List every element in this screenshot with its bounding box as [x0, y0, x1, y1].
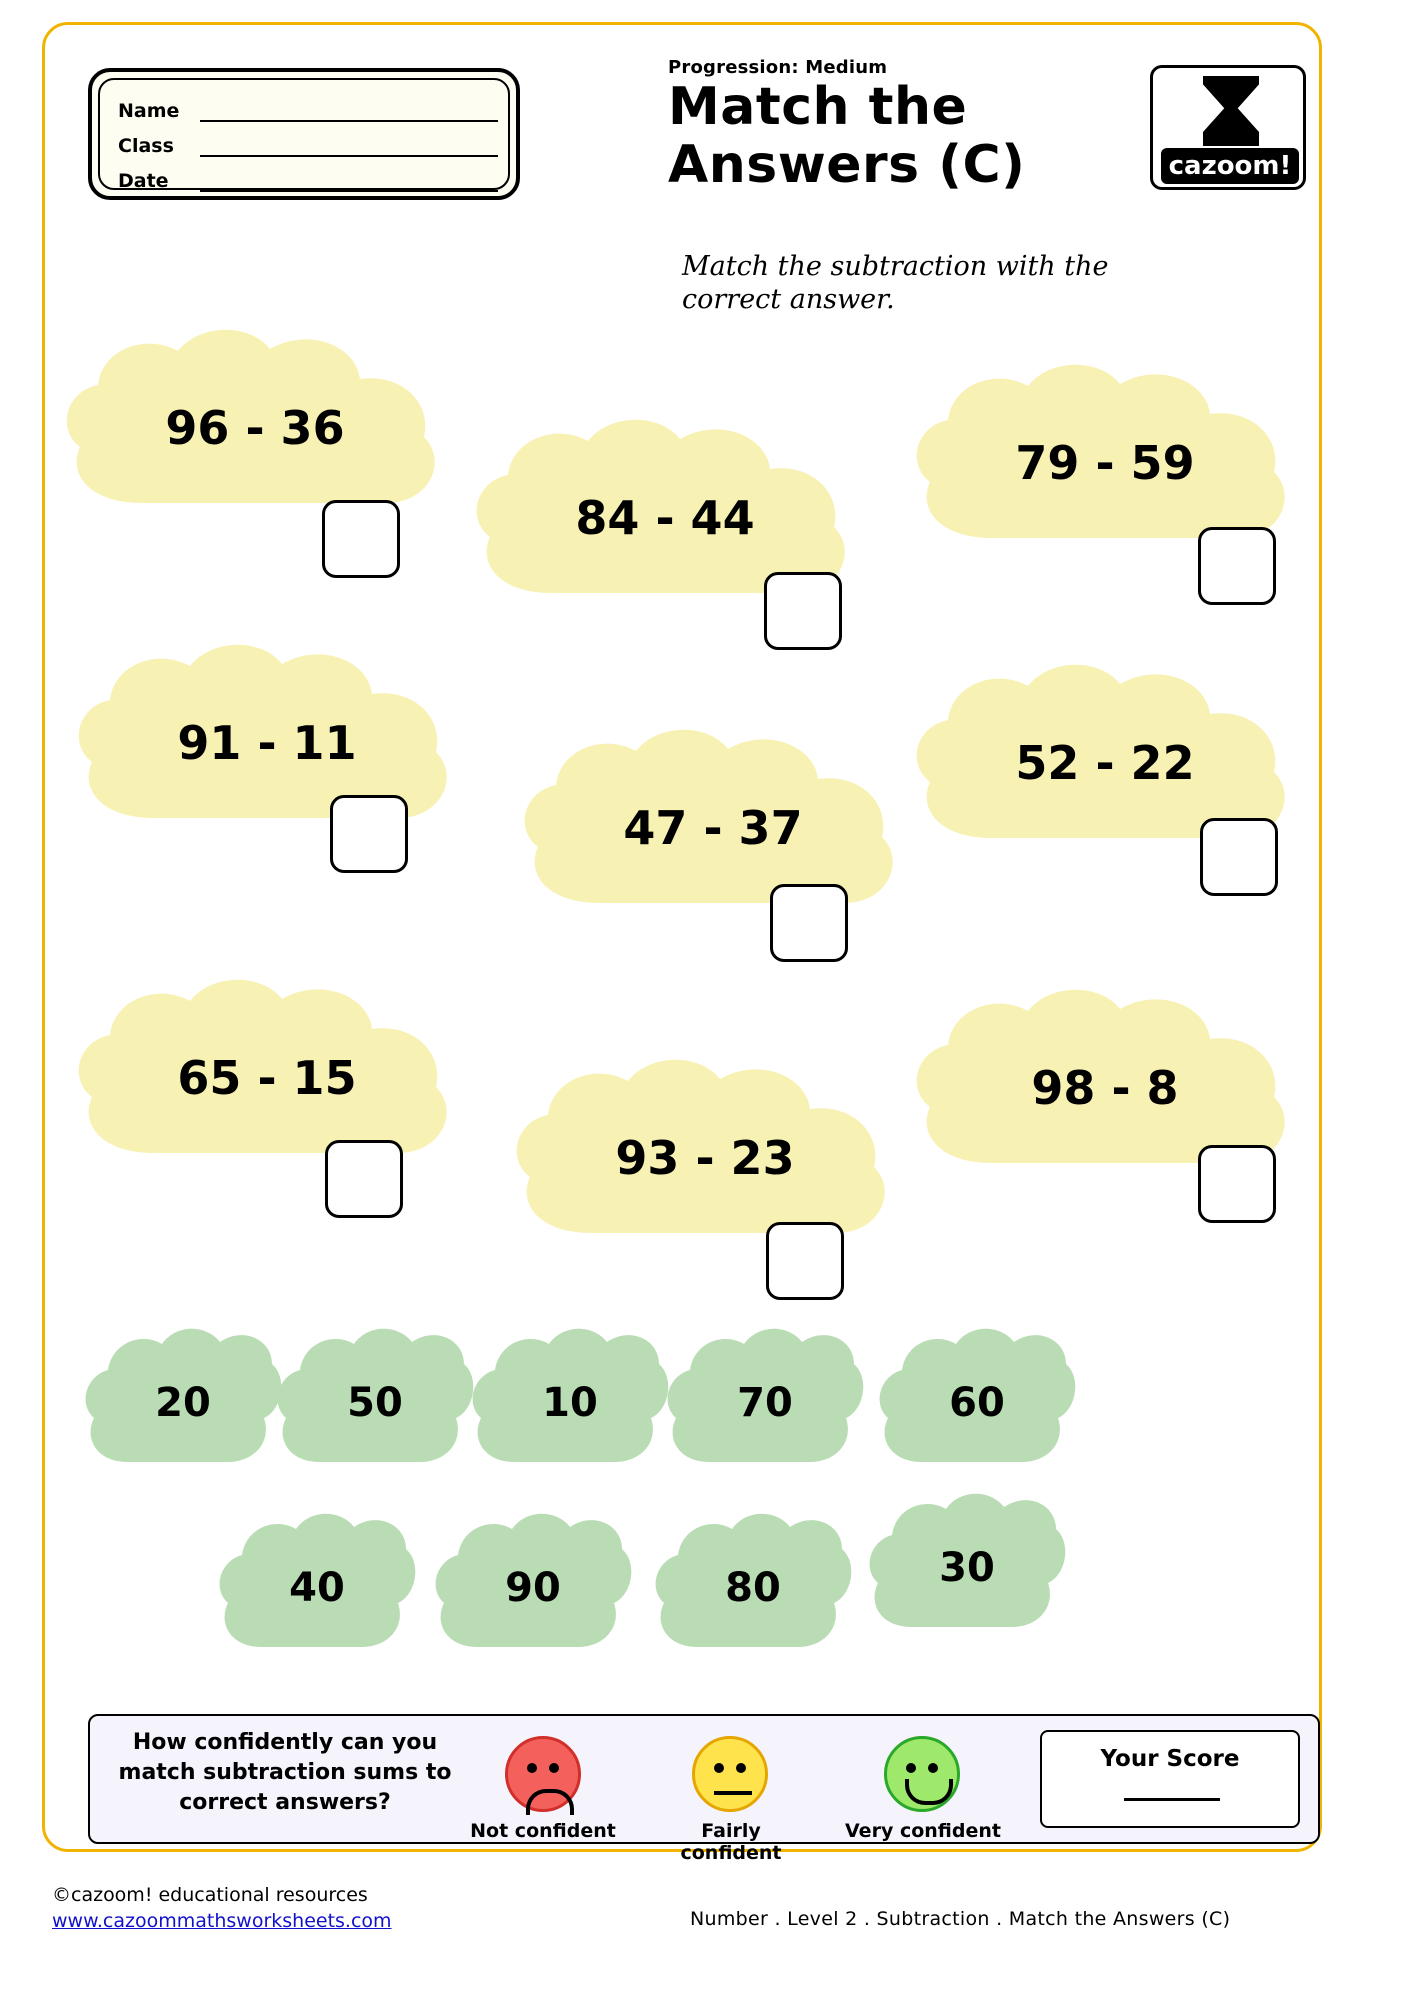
fairly-confident-label: Fairly confident — [680, 1820, 782, 1864]
eye-right — [928, 1763, 938, 1773]
name-row — [118, 98, 498, 128]
answer-value-2: 50 — [347, 1379, 403, 1426]
answer-box-7[interactable] — [325, 1140, 403, 1218]
answer-box-2[interactable] — [764, 572, 842, 650]
eye-left — [714, 1763, 724, 1773]
student-info-box — [88, 68, 520, 200]
answer-cloud-4 — [660, 1320, 870, 1485]
eye-right — [549, 1763, 559, 1773]
website-link[interactable]: www.cazoommathsworksheets.com — [52, 1910, 392, 1932]
class-label: Class — [118, 135, 174, 157]
answer-box-1[interactable] — [322, 500, 400, 578]
answer-value-5: 60 — [949, 1379, 1005, 1426]
very-confident-face-icon[interactable] — [884, 1736, 960, 1812]
eye-left — [527, 1763, 537, 1773]
score-box[interactable] — [1040, 1730, 1300, 1828]
answer-cloud-8 — [648, 1505, 858, 1670]
answer-value-4: 70 — [737, 1379, 793, 1426]
name-write-line[interactable] — [200, 120, 498, 122]
logo-wordmark: cazoom! — [1161, 148, 1299, 184]
question-cloud-5 — [508, 725, 918, 930]
footer-left — [52, 1882, 392, 1934]
very-confident-label: Very confident — [845, 1820, 1001, 1842]
answer-cloud-9 — [862, 1485, 1072, 1650]
copyright-text: ©cazoom! educational resources — [52, 1884, 368, 1906]
answer-box-4[interactable] — [330, 795, 408, 873]
class-row — [118, 133, 498, 163]
question-text-8: 93 - 23 — [615, 1130, 795, 1185]
answer-value-9: 30 — [939, 1544, 995, 1591]
question-cloud-4 — [62, 640, 472, 845]
answer-cloud-3 — [465, 1320, 675, 1485]
footer-breadcrumb: Number . Level 2 . Subtraction . Match the Answers (C) — [690, 1908, 1231, 1930]
answer-value-8: 80 — [725, 1564, 781, 1611]
question-text-9: 98 - 8 — [1031, 1060, 1179, 1115]
instructions: Match the subtraction with the correct answer. — [682, 251, 1109, 315]
name-label: Name — [118, 100, 180, 122]
answer-cloud-1 — [78, 1320, 288, 1485]
question-text-1: 96 - 36 — [165, 400, 345, 455]
question-text-3: 79 - 59 — [1015, 435, 1195, 490]
answer-value-3: 10 — [542, 1379, 598, 1426]
confidence-question: How confidently can you match subtraction sums to correct answers? — [118, 1730, 452, 1815]
progression-label: Progression: Medium — [668, 57, 888, 78]
eye-left — [906, 1763, 916, 1773]
question-cloud-7 — [62, 975, 472, 1180]
answer-value-1: 20 — [155, 1379, 211, 1426]
score-write-line[interactable] — [1124, 1798, 1220, 1801]
hourglass-icon — [1203, 76, 1259, 146]
question-cloud-1 — [50, 325, 460, 530]
answer-cloud-5 — [872, 1320, 1082, 1485]
date-row — [118, 168, 498, 198]
answer-box-3[interactable] — [1198, 527, 1276, 605]
date-write-line[interactable] — [200, 190, 498, 192]
answer-box-8[interactable] — [766, 1222, 844, 1300]
answer-cloud-2 — [270, 1320, 480, 1485]
answer-cloud-6 — [212, 1505, 422, 1670]
question-cloud-8 — [500, 1055, 910, 1260]
question-text-2: 84 - 44 — [575, 490, 755, 545]
answer-box-9[interactable] — [1198, 1145, 1276, 1223]
student-info-inner-border — [98, 78, 510, 190]
answer-box-6[interactable] — [1200, 818, 1278, 896]
question-text-5: 47 - 37 — [623, 800, 803, 855]
class-write-line[interactable] — [200, 155, 498, 157]
score-title: Your Score — [1100, 1746, 1240, 1772]
smile-mouth — [905, 1779, 953, 1805]
answer-box-5[interactable] — [770, 884, 848, 962]
question-text-6: 52 - 22 — [1015, 735, 1195, 790]
answer-value-7: 90 — [505, 1564, 561, 1611]
question-text-7: 65 - 15 — [177, 1050, 357, 1105]
cazoom-logo — [1150, 65, 1306, 190]
date-label: Date — [118, 170, 169, 192]
question-text-4: 91 - 11 — [177, 715, 357, 770]
page-title: Match the Answers (C) — [668, 77, 1026, 195]
eye-right — [736, 1763, 746, 1773]
fairly-confident-face-icon[interactable] — [692, 1736, 768, 1812]
frown-mouth — [526, 1789, 574, 1815]
not-confident-label: Not confident — [470, 1820, 616, 1842]
answer-value-6: 40 — [289, 1564, 345, 1611]
answer-cloud-7 — [428, 1505, 638, 1670]
neutral-mouth — [714, 1791, 752, 1795]
not-confident-face-icon[interactable] — [505, 1736, 581, 1812]
